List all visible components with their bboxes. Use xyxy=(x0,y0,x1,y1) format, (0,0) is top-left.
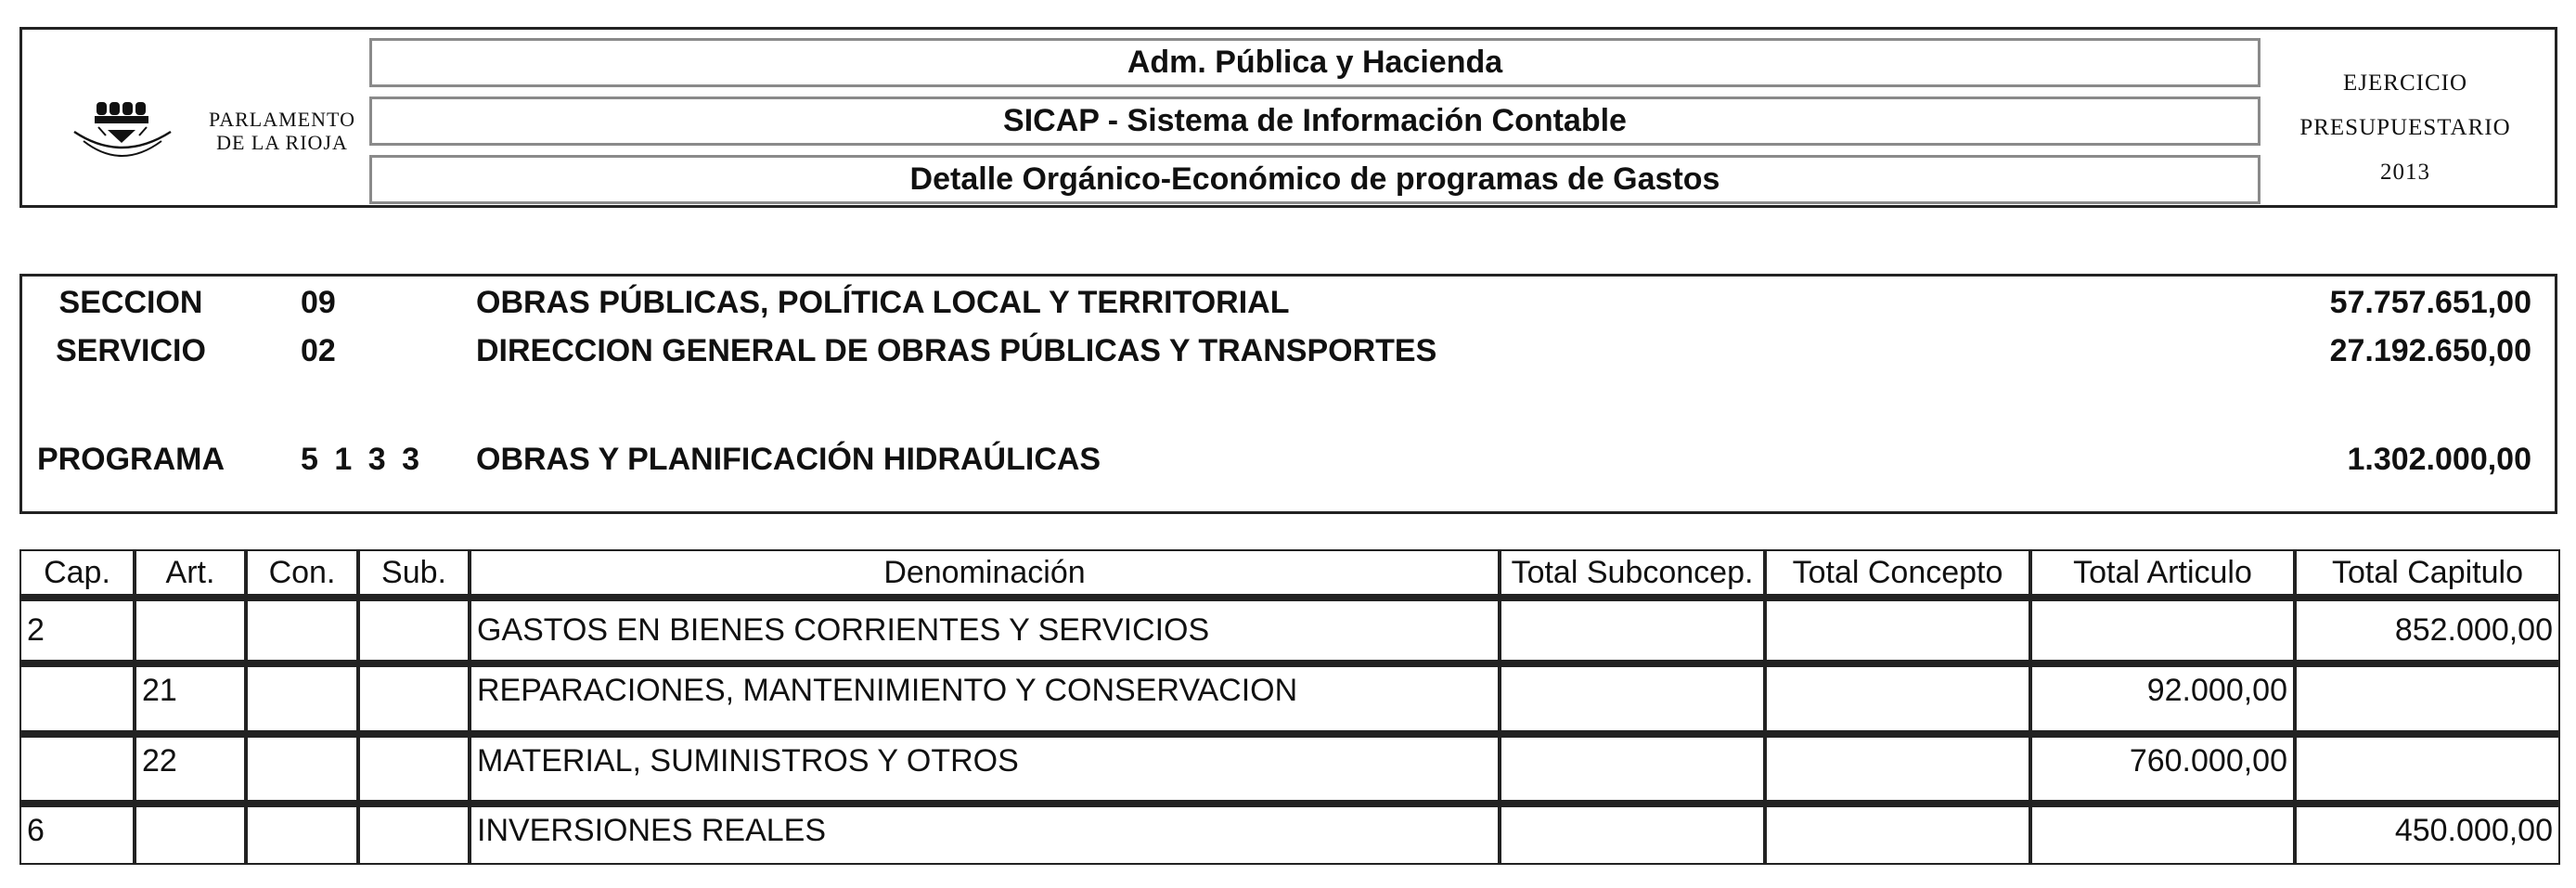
cell-total-subconcep xyxy=(1500,736,1765,802)
cell-art xyxy=(135,805,246,865)
servicio-name: DIRECCION GENERAL DE OBRAS PÚBLICAS Y TRANSPORTES xyxy=(476,333,1437,368)
table-row xyxy=(19,736,2560,802)
cell-total-capitulo xyxy=(2295,665,2560,732)
cell-sub xyxy=(358,736,470,802)
cell-total-capitulo: 852.000,00 xyxy=(2295,599,2560,662)
header-title-1: Adm. Pública y Hacienda xyxy=(369,38,2260,87)
cell-cap xyxy=(19,736,135,802)
seccion-row xyxy=(22,282,2555,323)
col-header-con: Con. xyxy=(246,549,358,596)
col-header-art: Art. xyxy=(135,549,246,596)
cell-con xyxy=(246,736,358,802)
seccion-amount: 57.757.651,00 xyxy=(2329,285,2531,320)
cell-con xyxy=(246,599,358,662)
ejercicio-label: EJERCICIO xyxy=(2343,71,2467,96)
cell-sub xyxy=(358,665,470,732)
col-header-total-capitulo: Total Capitulo xyxy=(2295,549,2560,596)
programa-label: PROGRAMA xyxy=(36,442,225,477)
table-row xyxy=(19,599,2560,662)
col-header-sub: Sub. xyxy=(358,549,470,596)
servicio-label: SERVICIO xyxy=(56,333,206,368)
cell-con xyxy=(246,805,358,865)
cell-total-articulo: 92.000,00 xyxy=(2030,665,2295,732)
seccion-code: 09 xyxy=(301,285,336,320)
cell-total-concepto xyxy=(1765,736,2030,802)
cell-total-articulo xyxy=(2030,805,2295,865)
cell-art: 21 xyxy=(135,665,246,732)
cell-total-concepto xyxy=(1765,805,2030,865)
servicio-row xyxy=(22,330,2555,371)
seccion-name: OBRAS PÚBLICAS, POLÍTICA LOCAL Y TERRITORIAL xyxy=(476,285,1290,320)
table-row xyxy=(19,665,2560,732)
parlamento-logo xyxy=(50,95,366,178)
cell-cap: 2 xyxy=(19,599,135,662)
cell-sub xyxy=(358,805,470,865)
header-title-3: Detalle Orgánico-Económico de programas de Gastos xyxy=(369,155,2260,204)
cell-denominacion: MATERIAL, SUMINISTROS Y OTROS xyxy=(470,736,1500,802)
cell-sub xyxy=(358,599,470,662)
cell-art xyxy=(135,599,246,662)
cell-total-articulo: 760.000,00 xyxy=(2030,736,2295,802)
seccion-label: SECCION xyxy=(58,285,203,320)
table-row xyxy=(19,805,2560,865)
logo-line-1: PARLAMENTO xyxy=(209,108,355,131)
cell-cap: 6 xyxy=(19,805,135,865)
servicio-code: 02 xyxy=(301,333,336,368)
programa-name: OBRAS Y PLANIFICACIÓN HIDRAÚLICAS xyxy=(476,442,1101,477)
col-header-denominacion: Denominación xyxy=(470,549,1500,596)
col-header-total-subconcep: Total Subconcep. xyxy=(1500,549,1765,596)
cell-cap xyxy=(19,665,135,732)
col-header-total-concepto: Total Concepto xyxy=(1765,549,2030,596)
programa-code: 5 1 3 3 xyxy=(301,442,423,477)
ejercicio-year: 2013 xyxy=(2380,160,2430,185)
cell-denominacion: REPARACIONES, MANTENIMIENTO Y CONSERVACION xyxy=(470,665,1500,732)
col-header-total-articulo: Total Articulo xyxy=(2030,549,2295,596)
cell-art: 22 xyxy=(135,736,246,802)
report-header xyxy=(19,27,2557,208)
cell-total-subconcep xyxy=(1500,805,1765,865)
programa-amount: 1.302.000,00 xyxy=(2347,442,2531,477)
cell-denominacion: GASTOS EN BIENES CORRIENTES Y SERVICIOS xyxy=(470,599,1500,662)
cell-total-capitulo xyxy=(2295,736,2560,802)
cell-total-articulo xyxy=(2030,599,2295,662)
cell-total-concepto xyxy=(1765,599,2030,662)
section-summary xyxy=(19,274,2557,514)
servicio-amount: 27.192.650,00 xyxy=(2329,333,2531,368)
cell-denominacion: INVERSIONES REALES xyxy=(470,805,1500,865)
ejercicio-block xyxy=(2266,61,2544,195)
cell-total-subconcep xyxy=(1500,599,1765,662)
table-header-row xyxy=(19,549,2560,596)
cell-con xyxy=(246,665,358,732)
presupuestario-label: PRESUPUESTARIO xyxy=(2299,115,2511,140)
cell-total-capitulo: 450.000,00 xyxy=(2295,805,2560,865)
parlamento-emblem-icon xyxy=(71,95,182,169)
cell-total-subconcep xyxy=(1500,665,1765,732)
col-header-cap: Cap. xyxy=(19,549,135,596)
cell-total-concepto xyxy=(1765,665,2030,732)
header-title-2: SICAP - Sistema de Información Contable xyxy=(369,97,2260,146)
gastos-table xyxy=(19,549,2560,865)
logo-line-2: DE LA RIOJA xyxy=(216,131,348,154)
programa-row xyxy=(22,439,2555,480)
logo-text xyxy=(194,108,370,154)
